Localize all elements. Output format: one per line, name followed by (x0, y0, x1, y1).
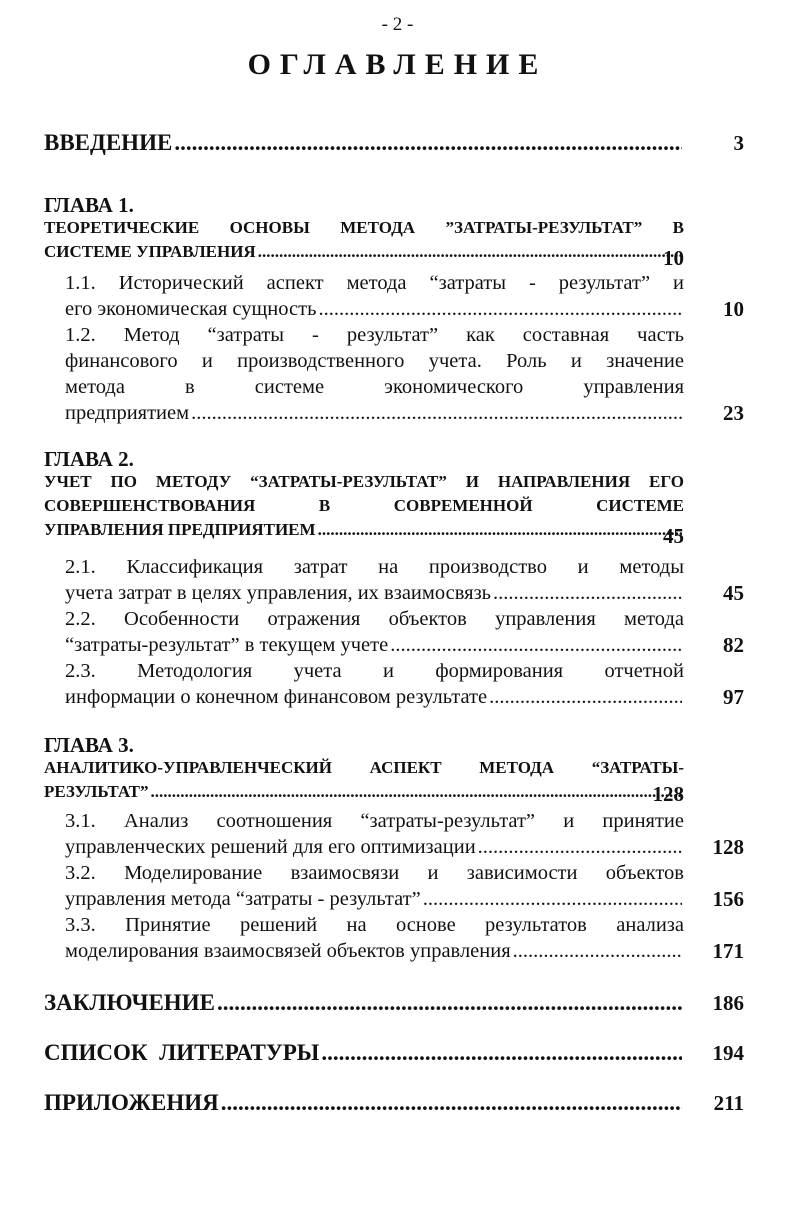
toc-page-number: 211 (713, 1091, 744, 1115)
table-of-contents (44, 126, 744, 1136)
section-line: 1.1. Исторический аспект метода “затраты - результат” и (65, 272, 684, 294)
toc-section-2-1[interactable] (44, 554, 744, 606)
toc-section-3-2[interactable] (44, 860, 744, 912)
dot-leader (513, 938, 682, 964)
chapter-title-line: СИСТЕМЕ УПРАВЛЕНИЯ (44, 242, 256, 261)
toc-page-number: 23 (723, 401, 744, 425)
toc-page-number: 10 (663, 246, 684, 270)
toc-entry-introduction[interactable] (44, 126, 744, 176)
section-line: “затраты-результат” в текущем учете (65, 634, 389, 656)
toc-page-number: 194 (712, 1041, 744, 1065)
dot-leader (318, 296, 682, 322)
page-number: - 2 - (381, 14, 414, 35)
toc-page-number: 3 (733, 131, 744, 155)
section-line: финансового и производственного учета. Роль и значение (65, 350, 684, 372)
chapter-title[interactable] (44, 216, 684, 270)
section-line: 3.1. Анализ соотношения “затраты-результат” и принятие (65, 810, 684, 832)
toc-page-number: 156 (712, 887, 744, 911)
toc-entry-references[interactable] (44, 1036, 744, 1086)
dot-leader (150, 780, 682, 804)
toc-page-number: 97 (723, 685, 744, 709)
toc-section-2-2[interactable] (44, 606, 744, 658)
dot-leader (390, 632, 682, 658)
toc-page-number: 45 (663, 524, 684, 548)
chapter-title[interactable] (44, 756, 684, 804)
dot-leader (489, 684, 682, 710)
chapter-title-line: ТЕОРЕТИЧЕСКИЕ ОСНОВЫ МЕТОДА ”ЗАТРАТЫ-РЕЗУЛЬТАТ” В (44, 218, 684, 237)
toc-section-3-1[interactable] (44, 808, 744, 860)
section-line: 2.1. Классификация затрат на производство и методы (65, 556, 684, 578)
section-line: 1.2. Метод “затраты - результат” как составная часть (65, 324, 684, 346)
toc-entry-conclusion[interactable] (44, 986, 744, 1036)
toc-page-number: 186 (712, 991, 744, 1015)
section-line: управления метода “затраты - результат” (65, 888, 421, 910)
dot-leader (221, 1086, 682, 1120)
toc-section-1-2[interactable] (44, 322, 744, 426)
toc-page-number: 45 (723, 581, 744, 605)
section-line: 2.3. Методология учета и формирования отчетной (65, 660, 684, 682)
toc-chapter-1 (44, 194, 744, 426)
section-line: информации о конечном финансовом результате (65, 686, 488, 708)
section-line: 2.2. Особенности отражения объектов управления метода (65, 608, 684, 630)
dot-leader (478, 834, 682, 860)
section-line: 3.3. Принятие решений на основе результатов анализа (65, 914, 684, 936)
toc-page-number: 128 (712, 835, 744, 859)
toc-page-number: 82 (723, 633, 744, 657)
chapter-label: ГЛАВА 2. (44, 447, 134, 471)
section-line: управленческих решений для его оптимизации (65, 836, 476, 858)
toc-page-number: 10 (723, 297, 744, 321)
toc-entry-label: ПРИЛОЖЕНИЯ (44, 1090, 219, 1115)
toc-chapter-3 (44, 734, 744, 964)
toc-entry-appendices[interactable] (44, 1086, 744, 1136)
chapter-title-line: УЧЕТ ПО МЕТОДУ “ЗАТРАТЫ-РЕЗУЛЬТАТ” И НАПРАВЛЕНИЯ ЕГО (44, 472, 684, 491)
chapter-label: ГЛАВА 1. (44, 193, 134, 217)
document-title: ОГЛАВЛЕНИЕ (247, 48, 548, 81)
dot-leader (423, 886, 682, 912)
dot-leader (321, 1036, 682, 1070)
chapter-label: ГЛАВА 3. (44, 733, 134, 757)
dot-leader (191, 400, 682, 426)
chapter-title-line: РЕЗУЛЬТАТ” (44, 782, 149, 801)
chapter-title-line: УПРАВЛЕНИЯ ПРЕДПРИЯТИЕМ (44, 520, 316, 539)
section-line: его экономическая сущность (65, 298, 317, 320)
chapter-title[interactable] (44, 470, 684, 548)
toc-section-2-3[interactable] (44, 658, 744, 710)
section-line: метода в системе экономического управления (65, 376, 684, 398)
dot-leader (174, 126, 682, 160)
section-line: 3.2. Моделирование взаимосвязи и зависимости объектов (65, 862, 684, 884)
section-line: моделирования взаимосвязей объектов управления (65, 940, 511, 962)
toc-chapter-2 (44, 448, 744, 710)
toc-section-3-3[interactable] (44, 912, 744, 964)
dot-leader (493, 580, 682, 606)
chapter-title-line: АНАЛИТИКО-УПРАВЛЕНЧЕСКИЙ АСПЕКТ МЕТОДА “ЗАТРАТЫ- (44, 758, 684, 777)
section-line: предприятием (65, 402, 190, 424)
toc-page-number: 128 (652, 782, 684, 806)
section-line: учета затрат в целях управления, их взаимосвязь (65, 582, 492, 604)
dot-leader (258, 240, 682, 264)
dot-leader (217, 986, 682, 1020)
toc-page-number: 171 (712, 939, 744, 963)
toc-entry-label: ВВЕДЕНИЕ (44, 130, 173, 155)
toc-entry-label: ЗАКЛЮЧЕНИЕ (44, 990, 215, 1015)
chapter-title-line: СОВЕРШЕНСТВОВАНИЯ В СОВРЕМЕННОЙ СИСТЕМЕ (44, 496, 684, 515)
toc-entry-label: СПИСОК ЛИТЕРАТУРЫ (44, 1040, 320, 1065)
toc-section-1-1[interactable] (44, 270, 744, 322)
